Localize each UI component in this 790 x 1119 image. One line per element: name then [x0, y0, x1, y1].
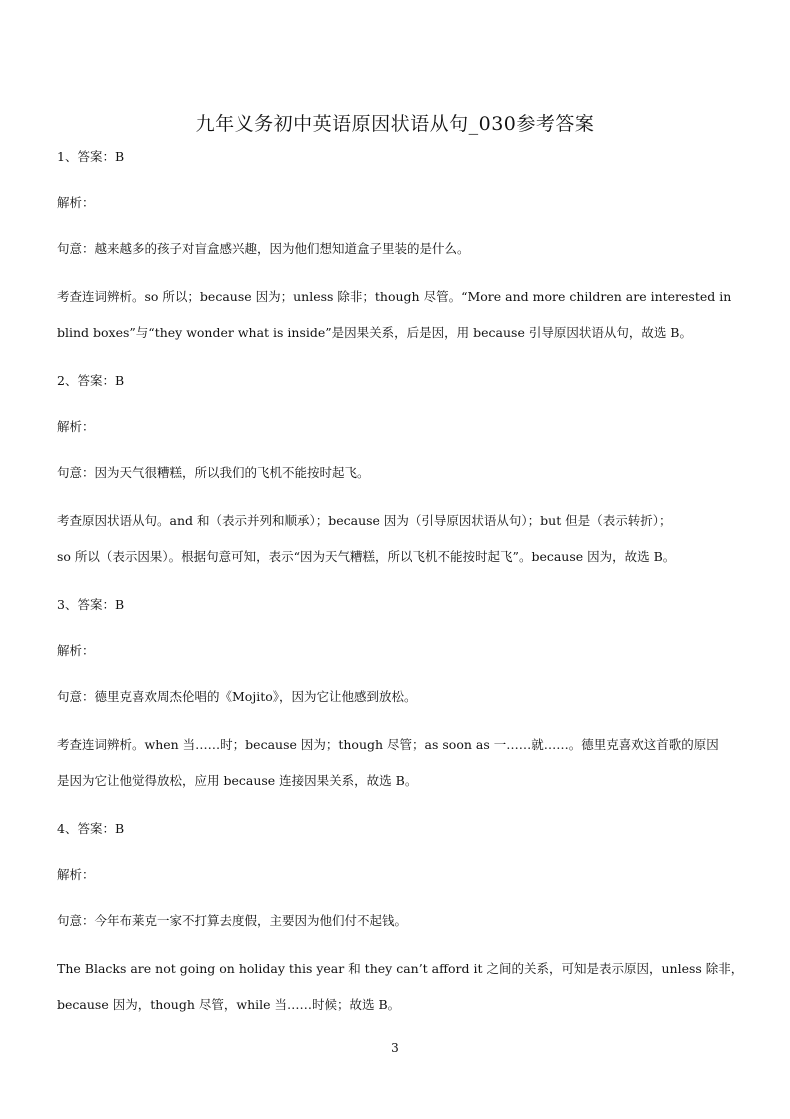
answer-line: 2、答案：B: [57, 373, 125, 388]
sentence-meaning: 句意：因为天气很糟糕，所以我们的飞机不能按时起飞。: [57, 465, 370, 480]
explanation-line: 考查连词辨析。so 所以；because 因为；unless 除非；though 尽管。“More and more children are interested in: [57, 289, 732, 304]
page-number: 3: [391, 1041, 399, 1055]
answer-line: 1、答案：B: [57, 149, 125, 164]
sentence-meaning: 句意：今年布莱克一家不打算去度假，主要因为他们付不起钱。: [57, 913, 408, 928]
explanation-line: 是因为它让他觉得放松，应用 because 连接因果关系，故选 B。: [57, 773, 418, 788]
analysis-label: 解析：: [57, 195, 95, 210]
answer-line: 3、答案：B: [57, 597, 125, 612]
analysis-label: 解析：: [57, 419, 95, 434]
explanation-line: 考查连词辨析。when 当……时；because 因为；though 尽管；as soon as 一……就……。德里克喜欢这首歌的原因: [57, 737, 719, 752]
explanation-line: 考查原因状语从句。and 和（表示并列和顺承）；because 因为（引导原因状语从句）；but 但是（表示转折）；: [57, 513, 672, 528]
explanation-line: so 所以（表示因果）。根据句意可知，表示“因为天气糟糕，所以飞机不能按时起飞”。because 因为，故选 B。: [57, 549, 676, 564]
sentence-meaning: 句意：越来越多的孩子对盲盒感兴趣，因为他们想知道盒子里装的是什么。: [57, 241, 470, 256]
analysis-label: 解析：: [57, 867, 95, 882]
document-title: 九年义务初中英语原因状语从句_030参考答案: [195, 113, 595, 135]
explanation-line: blind boxes”与“they wonder what is inside”是因果关系，后是因，用 because 引导原因状语从句，故选 B。: [57, 325, 692, 340]
explanation-line: The Blacks are not going on holiday this year 和 they can’t afford it 之间的关系，可知是表示原因，unless 除非，: [57, 961, 744, 976]
answer-line: 4、答案：B: [57, 821, 125, 836]
analysis-label: 解析：: [57, 643, 95, 658]
explanation-line: because 因为，though 尽管，while 当……时候；故选 B。: [57, 997, 401, 1012]
sentence-meaning: 句意：德里克喜欢周杰伦唱的《Mojito》，因为它让他感到放松。: [57, 689, 417, 704]
